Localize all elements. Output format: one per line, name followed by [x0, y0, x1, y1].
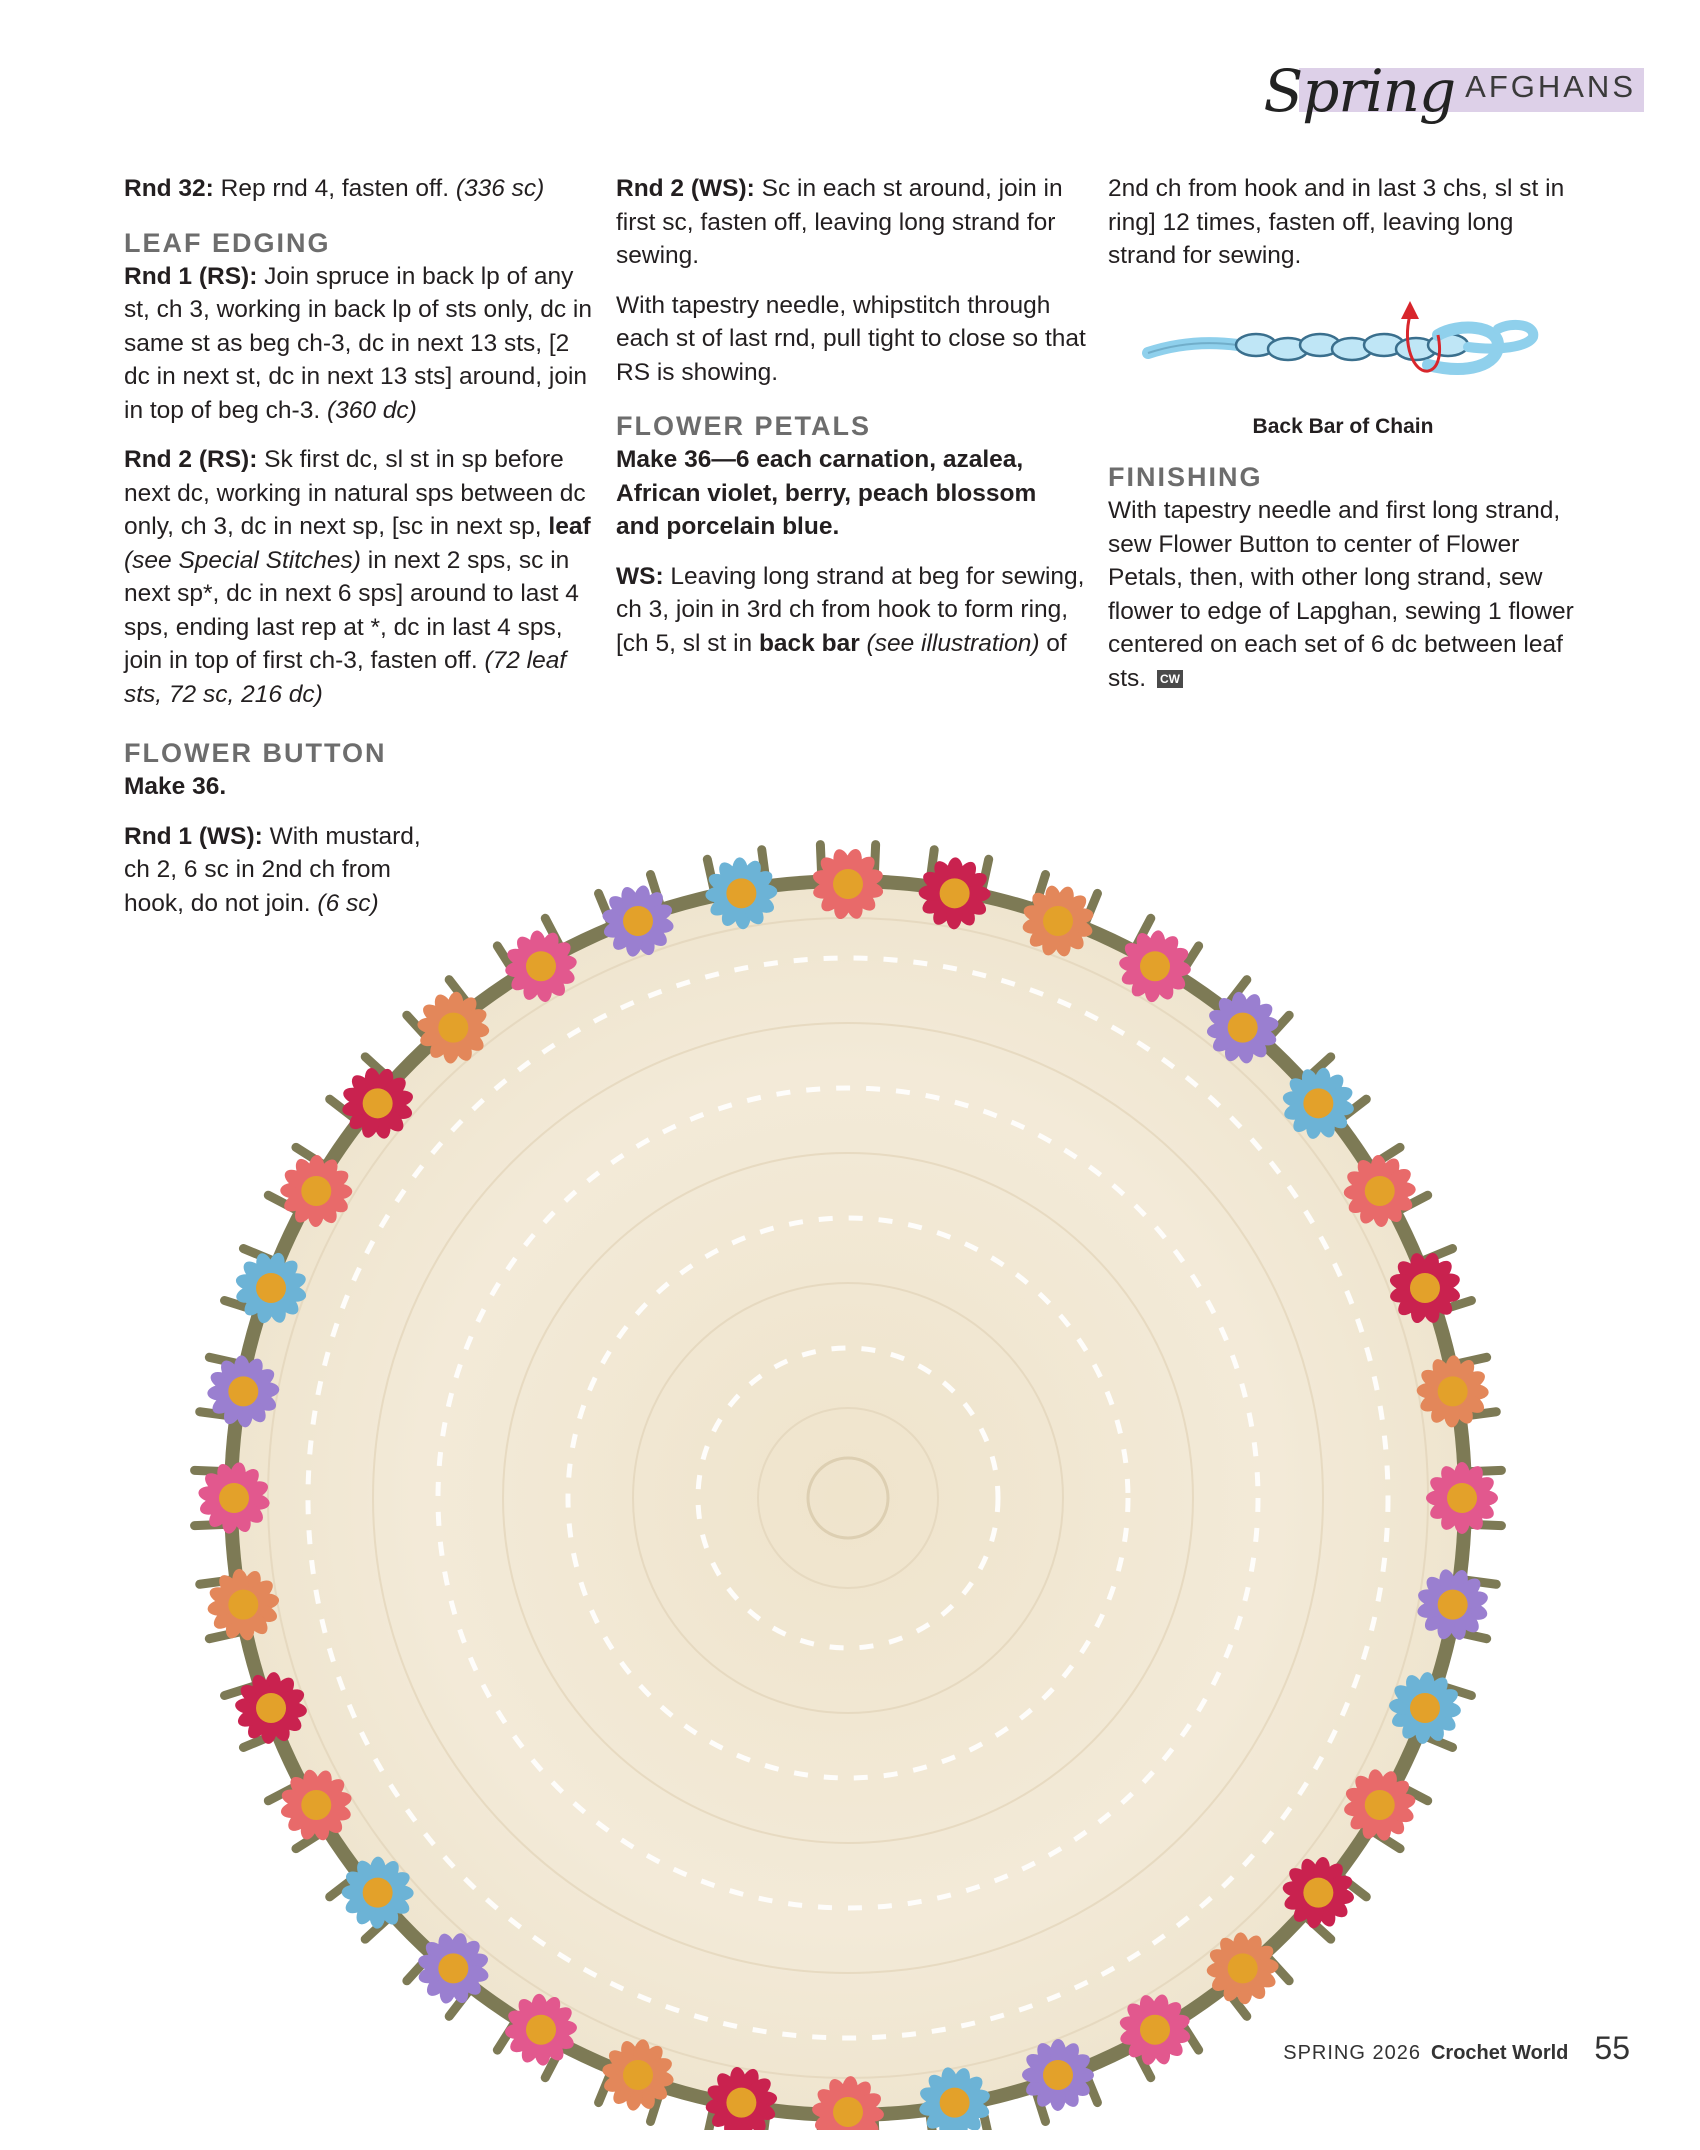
illustration-caption: Back Bar of Chain [1252, 415, 1434, 438]
flower-button-center [1043, 2060, 1073, 2090]
flower-button-center [228, 1376, 258, 1406]
flower-button-center [301, 1790, 331, 1820]
rnd-text: in next 2 sps, sc in next sp*, dc in next 6 sps] around to last 4 sps, ending last rep at *, dc in last 4 sps, join in top of first ch-3, fasten off. [124, 546, 579, 674]
flower-button-make [124, 770, 444, 804]
flower-button-center [940, 878, 970, 908]
rnd-text: Sk first dc, sl st in sp before next dc, working in natural sps between dc only, ch 3, dc in next sp, [sc in next sp, [124, 446, 586, 540]
flower-button-center [526, 2015, 556, 2045]
flower-button-rnd-1 [124, 820, 444, 921]
flower-button-center [1228, 1013, 1258, 1043]
rnd-text: of [1039, 629, 1067, 657]
stitch-count: (72 leaf sts, 72 sc, 216 dc) [124, 647, 567, 708]
flower-button-center [219, 1483, 249, 1513]
flower-button-center [833, 869, 863, 899]
flower-button-center [438, 1013, 468, 1043]
flower-button-center [623, 2060, 653, 2090]
flower-button-center [228, 1590, 258, 1620]
flower-button-center [1410, 1693, 1440, 1723]
stitch-count: (336 sc) [455, 175, 545, 202]
flower-button-center [301, 1176, 331, 1206]
rnd-label: Rnd 32: [124, 175, 214, 202]
rnd-label: Rnd 2 (WS): [616, 175, 755, 202]
finishing-instruction [1108, 494, 1578, 695]
leaf-rnd-1-instruction [124, 260, 594, 428]
petals-ws-instruction [616, 560, 1086, 661]
footer-magazine: Crochet World [1430, 2042, 1569, 2064]
flower-button-center [940, 2088, 970, 2118]
flower-button-center [1438, 1376, 1468, 1406]
flower-button-center [1140, 951, 1170, 981]
tapestry-instruction: With tapestry needle, whipstitch through each st of last rnd, pull tight to close so that RS is showing. [616, 291, 1086, 386]
finishing-heading: FINISHING [1108, 462, 1263, 492]
rnd-text: Rep rnd 4, fasten off. [213, 175, 456, 202]
flower-button-center [1303, 1088, 1333, 1118]
header-section-title: AFGHANS [1465, 69, 1636, 104]
flower-button-center [1365, 1790, 1395, 1820]
header-spring-script: Spring [1263, 57, 1456, 125]
flower-button-heading: FLOWER BUTTON [124, 738, 387, 768]
end-badge: CW [1157, 670, 1183, 688]
see-reference: (see Special Stitches) [124, 546, 361, 574]
flower-button-center [256, 1273, 286, 1303]
flower-button-center [438, 1953, 468, 1983]
rnd-label: Rnd 2 (RS): [124, 446, 258, 473]
finishing-text: With tapestry needle and first long strand, sew Flower Button to center of Flower Petals, then, with other long strand, sew flower to edge of Lapghan, sewing 1 flower centered on each set of 6 dc between leaf sts. [1108, 497, 1574, 692]
flower-button-center [363, 1088, 393, 1118]
back-bar-chain-illustration [1138, 295, 1548, 405]
rnd-label: Rnd 1 (WS): [124, 822, 263, 850]
rnd-text: With mustard, ch 2, 6 sc in 2nd ch from hook, do not join. [124, 822, 421, 917]
flower-button-center [1043, 906, 1073, 936]
page-footer [1283, 2030, 1630, 2067]
column-3 [1108, 172, 1578, 711]
column-2 [616, 172, 1086, 676]
button-rnd-2-instruction [616, 172, 1086, 273]
leaf-term: leaf [548, 513, 591, 540]
flower-button-section [124, 736, 444, 936]
flower-button-center [1447, 1483, 1477, 1513]
column-1 [124, 172, 594, 727]
petals-make [616, 443, 1086, 544]
flower-button-center [1365, 1176, 1395, 1206]
petals-continued-text: 2nd ch from hook and in last 3 chs, sl st in ring] 12 times, fasten off, leaving long strand for sewing. [1108, 175, 1565, 269]
flower-button-center [726, 2088, 756, 2118]
rug-base [238, 888, 1458, 2108]
rnd-text: Sc in each st around, join in first sc, fasten off, leaving long strand for sewing. [616, 175, 1063, 269]
rnd-32-instruction [124, 172, 594, 206]
flower-button-center [1140, 2015, 1170, 2045]
flower-petals-heading: FLOWER PETALS [616, 411, 871, 441]
rnd-text: Join spruce in back lp of any st, ch 3, working in back lp of sts only, dc in same st as beg ch-3, dc in next 13 sts, [2 dc in next st, dc in next 13 sts] around, join in top of beg ch-3. [124, 262, 592, 424]
stitch-count: (360 dc) [326, 396, 417, 424]
flower-button-center [526, 951, 556, 981]
footer-issue: SPRING 2026 [1283, 2042, 1421, 2064]
flower-button-center [1410, 1273, 1440, 1303]
page-number: 55 [1594, 2030, 1630, 2066]
flower-button-center [726, 878, 756, 908]
rnd-label: Rnd 1 (RS): [124, 262, 258, 290]
flower-button-center [256, 1693, 286, 1723]
lapghan-rug [195, 845, 1502, 2130]
see-reference: (see illustration) [859, 629, 1040, 657]
flower-button-center [833, 2097, 863, 2127]
flower-button-center [1303, 1878, 1333, 1908]
ws-label: WS: [616, 562, 664, 590]
leaf-edging-heading: LEAF EDGING [124, 227, 331, 258]
make-count: Make 36. [124, 773, 227, 800]
stitch-count: (6 sc) [317, 889, 379, 917]
flower-button-center [363, 1878, 393, 1908]
make-count: Make 36—6 each carnation, azalea, African violet, berry, peach blossom and porcelain blue. [616, 446, 1037, 540]
rnd-text: Leaving long strand at beg for sewing, ch 3, join in 3rd ch from hook to form ring, [ch 5, sl st in [616, 562, 1085, 657]
flower-button-center [1438, 1590, 1468, 1620]
running-header [1263, 57, 1644, 125]
flower-button-center [1228, 1953, 1258, 1983]
leaf-rnd-2-instruction [124, 443, 594, 711]
flower-button-center [623, 906, 653, 936]
back-bar-term: back bar [758, 629, 860, 657]
